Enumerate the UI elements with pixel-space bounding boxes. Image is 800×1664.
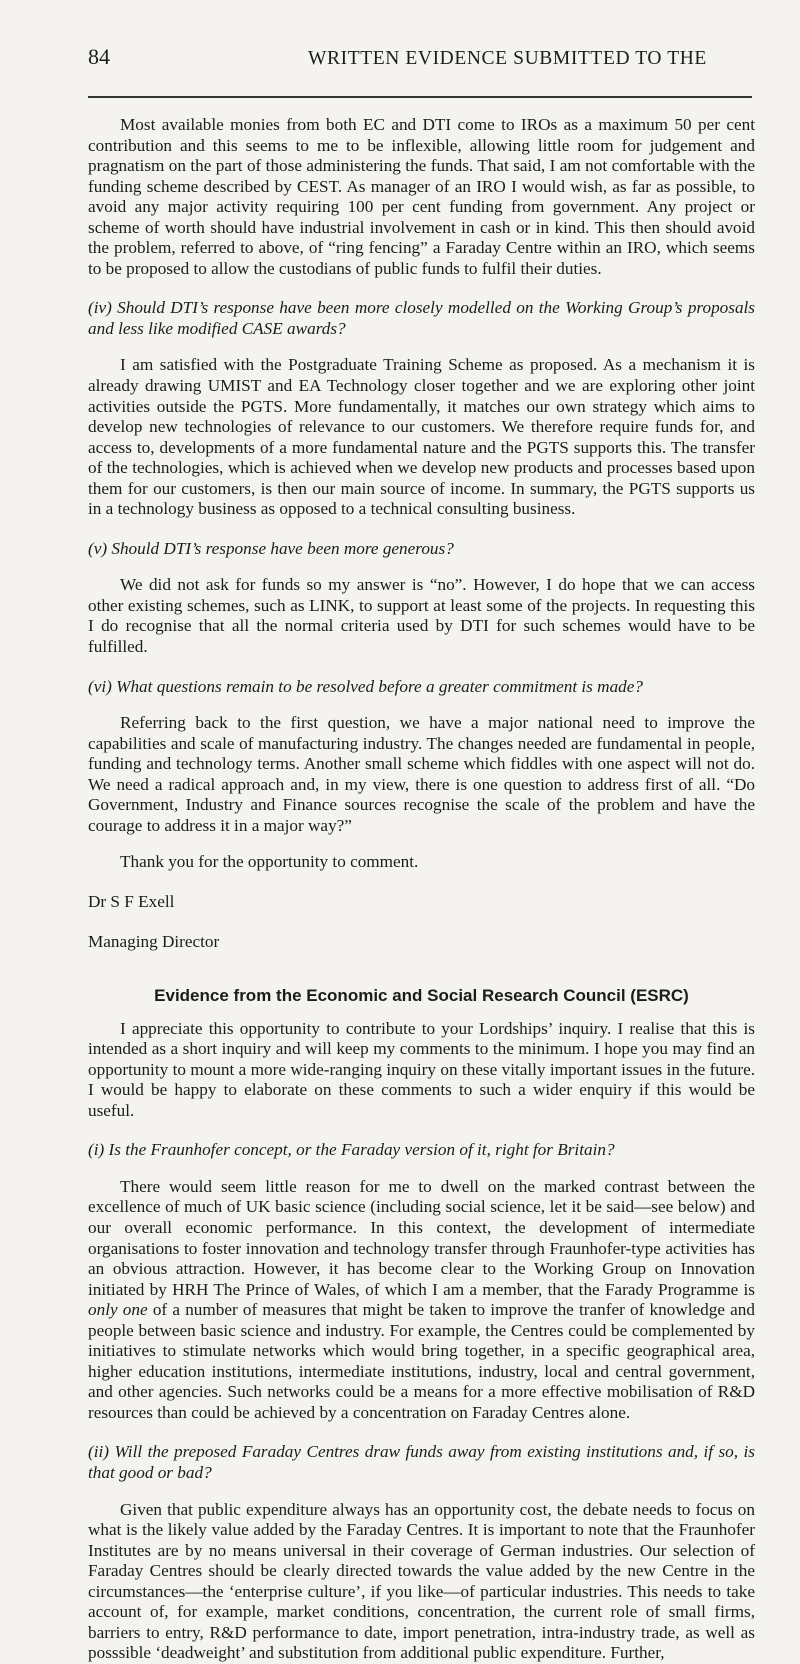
emphasis-text: only one bbox=[88, 1300, 148, 1320]
question-heading: (iv) Should DTI’s response have been more closely modelled on the Working Group’s proposals and less like modified CASE awards? bbox=[88, 298, 755, 338]
signatory-title: Managing Director bbox=[88, 931, 220, 951]
question-heading: (v) Should DTI’s response have been more generous? bbox=[88, 538, 454, 558]
paragraph: I appreciate this opportunity to contribute to your Lordships’ inquiry. I realise that this is intended as a short inquiry and will keep my comments to the minimum. I hope you may find an opportunity to mount a more wide-ranging inquiry on these vitally important issues in the future. I would be happy to elaborate on these comments to such a wider enquiry if this would be useful. bbox=[88, 1018, 755, 1120]
text-run: of a number of measures that might be taken to improve the tranfer of knowledge and people between basic science and industry. For example, the Centres could be complemented by initiatives to stimulate networks which would bring together, in a specific geographical area, higher education institutions, intermediate institutions, industry, local and central government, and other agencies. Such networks could be a means for a more effective mobilisation of R&D resources than could be achieved by a concentration on Faraday Centres alone. bbox=[88, 1300, 755, 1422]
paragraph: We did not ask for funds so my answer is “no”. However, I do hope that we can access other existing schemes, such as LINK, to support at least some of the projects. In requesting this I do recognise that all the normal criteria used by DTI for such schemes would have to be fulfilled. bbox=[88, 575, 755, 657]
running-head: WRITTEN EVIDENCE SUBMITTED TO THE bbox=[308, 48, 707, 69]
paragraph: Most available monies from both EC and DTI come to IROs as a maximum 50 per cent contribution and this seems to me to be inflexible, allowing little room for judgement and pragnatism on the part of those administering the funds. That said, I am not comfortable with the funding scheme described by CEST. As manager of an IRO I would wish, as far as possible, to avoid any major activity requiring 100 per cent funding from government. Any project or scheme of worth should have industrial involvement in cash or in kind. This then should avoid the problem, referred to above, of “ring fencing” a Faraday Centre within an IRO, which seems to be proposed to allow the custodians of public funds to fulfil their duties. bbox=[88, 115, 755, 278]
text-run: There would seem little reason for me to dwell on the marked contrast between the excellence of much of UK basic science (including social science, let it be said—see below) and our overall economic performance. In this context, the development of intermediate organisations to foster innovation and technology transfer through Fraunhofer-type activities has an obvious attraction. However, it has become clear to the Working Group on Innovation initiated by HRH The Prince of Wales, of which I am a member, that the Farady Programme is bbox=[88, 1176, 755, 1299]
paragraph bbox=[88, 1177, 755, 1424]
paragraph: I am satisfied with the Postgraduate Training Scheme as proposed. As a mechanism it is already drawing UMIST and EA Technology closer together and we are exploring other joint activities outside the PGTS. More fundamentally, it matches our own strategy which aims to develop new technologies of relevance to our customers. We therefore require funds for, and access to, developments of a more fundamental nature and the PGTS supports this. The transfer of the technologies, which is achieved when we develop new products and processes based upon them for our customers, is then our main source of income. In summary, the PGTS supports us in a technology business as opposed to a technical consulting business. bbox=[88, 355, 755, 519]
question-heading: (ii) Will the preposed Faraday Centres draw funds away from existing institutions and, if so, is that good or bad? bbox=[88, 1442, 755, 1482]
section-heading: Evidence from the Economic and Social Research Council (ESRC) bbox=[154, 986, 689, 1006]
question-heading: (vi) What questions remain to be resolved before a greater commitment is made? bbox=[88, 676, 643, 696]
paragraph: Given that public expenditure always has an opportunity cost, the debate needs to focus on what is the likely value added by the Faraday Centres. It is important to note that the Fraunhofer Institutes are by no means universal in their coverage of German industries. Our selection of Faraday Centres should be clearly directed towards the value added by the new Centre in the circumstances—the ‘enterprise culture’, if you like—of particular industries. This needs to take account of, for example, market conditions, concentration, the current role of small firms, barriers to entry, R&D performance to date, import penetration, intra-industry trade, as well as posssible ‘deadweight’ and substitution from additional public expenditure. Further, bbox=[88, 1499, 755, 1663]
document-body bbox=[88, 115, 755, 1664]
question-heading: (i) Is the Fraunhofer concept, or the Faraday version of it, right for Britain? bbox=[88, 1140, 615, 1160]
page-header bbox=[88, 44, 755, 70]
header-rule bbox=[88, 96, 752, 98]
closing-line: Thank you for the opportunity to comment. bbox=[120, 852, 419, 872]
paragraph: Referring back to the first question, we have a major national need to improve the capabilities and scale of manufacturing industry. The changes needed are fundamental in people, funding and technology terms. Another small scheme which fiddles with one aspect will not do. We need a radical approach and, in my view, there is one question to address first of all. “Do Government, Industry and Finance sources recognise the scale of the problem and have the courage to address it in a major way?” bbox=[88, 713, 755, 835]
signatory-name: Dr S F Exell bbox=[88, 891, 175, 911]
page-number: 84 bbox=[88, 44, 110, 69]
